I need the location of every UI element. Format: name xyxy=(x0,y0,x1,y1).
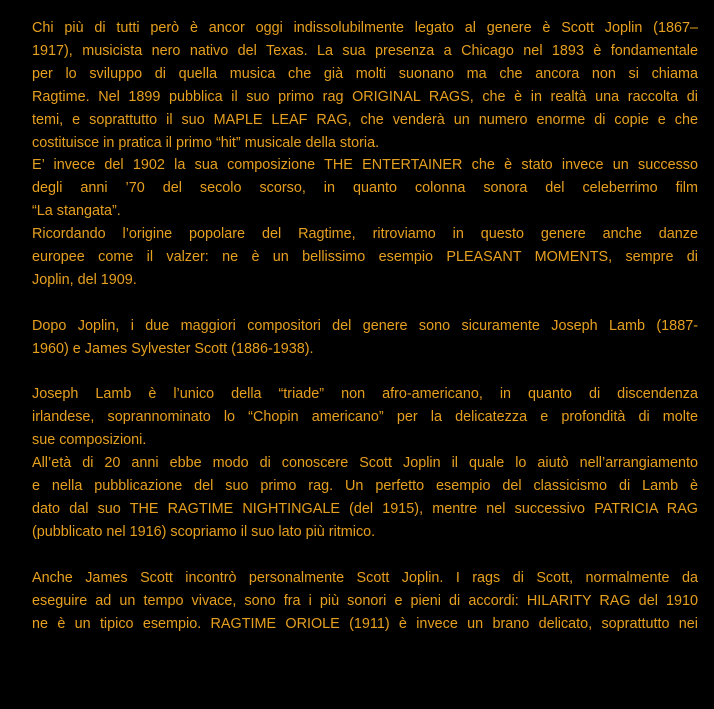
text-line: costituisce in pratica il primo “hit” musicale della storia. xyxy=(32,134,380,151)
text-line: temi, e soprattutto il suo MAPLE LEAF RAG, che venderà un numero enorme di copie e che xyxy=(32,111,698,128)
document-text xyxy=(32,17,698,635)
text-line: 1960) e James Sylvester Scott (1886-1938). xyxy=(32,340,314,357)
text-line: Ricordando l’origine popolare del Ragtime, ritroviamo in questo genere anche danze xyxy=(32,226,698,243)
text-line: dato dal suo THE RAGTIME NIGHTINGALE (del 1915), mentre nel successivo PATRICIA RAG xyxy=(32,501,698,517)
text-line: Ragtime. Nel 1899 pubblica il suo primo rag ORIGINAL RAGS, che è in realtà una raccolta di xyxy=(32,88,698,105)
paragraph-gap xyxy=(32,292,698,315)
text-line: (pubblicato nel 1916) scopriamo il suo lato più ritmico. xyxy=(32,523,376,540)
text-line: europee come il valzer: ne è un bellissimo esempio PLEASANT MOMENTS, sempre di xyxy=(32,249,698,266)
paragraph xyxy=(32,452,698,544)
text-line: e nella pubblicazione del suo primo rag. Un perfetto esempio del classicismo di Lamb è xyxy=(32,478,698,495)
paragraph xyxy=(32,154,698,223)
text-line: Dopo Joplin, i due maggiori compositori del genere sono sicuramente Joseph Lamb (1887- xyxy=(32,317,698,334)
text-line: E’ invece del 1902 la sua composizione THE ENTERTAINER che è stato invece un successo xyxy=(32,157,698,174)
paragraph xyxy=(32,383,698,452)
paragraph xyxy=(32,223,698,292)
text-line: Joseph Lamb è l’unico della “triade” non afro-americano, in quanto di discendenza xyxy=(32,386,698,403)
text-line: Chi più di tutti però è ancor oggi indissolubilmente legato al genere è Scott Joplin (1867– xyxy=(32,20,698,36)
paragraph-gap xyxy=(32,361,698,384)
paragraph xyxy=(32,567,698,636)
paragraph xyxy=(32,17,698,154)
paragraph xyxy=(32,315,698,361)
text-line: 1917), musicista nero nativo del Texas. La sua presenza a Chicago nel 1893 è fondamentale xyxy=(32,42,698,59)
text-line: sue composizioni. xyxy=(32,432,147,449)
text-line: All’età di 20 anni ebbe modo di conoscere Scott Joplin il quale lo aiutò nell’arrangiamento xyxy=(32,455,698,472)
text-line: irlandese, soprannominato lo “Chopin americano” per la delicatezza e profondità di molte xyxy=(32,409,698,426)
text-line: Joplin, del 1909. xyxy=(32,271,137,288)
text-line: Anche James Scott incontrò personalmente Scott Joplin. I rags di Scott, normalmente da xyxy=(32,569,698,586)
text-line: eseguire ad un tempo vivace, sono fra i più sonori e pieni di accordi: HILARITY RAG del 1910 xyxy=(32,592,698,609)
paragraph-gap xyxy=(32,544,698,567)
text-line: ne è un tipico esempio. RAGTIME ORIOLE (1911) è invece un brano delicato, soprattutto nei xyxy=(32,615,698,632)
text-line: “La stangata”. xyxy=(32,203,121,220)
text-line: per lo sviluppo di quella musica che già molti suonano ma che ancora non si chiama xyxy=(32,65,698,82)
text-line: degli anni ’70 del secolo scorso, in quanto colonna sonora del celeberrimo film xyxy=(32,180,698,197)
